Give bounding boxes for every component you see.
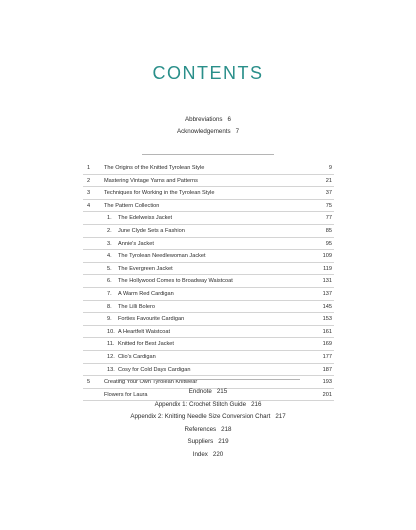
- toc-row: [83, 250, 334, 263]
- toc-number: 8.: [107, 303, 112, 310]
- toc-number: 5.: [107, 265, 112, 272]
- toc-number: 12.: [107, 353, 115, 360]
- toc-page: 75: [325, 202, 332, 209]
- back-matter-item: [0, 386, 416, 399]
- toc-row: [83, 288, 334, 301]
- toc-label: Mastering Vintage Yarns and Patterns: [104, 177, 198, 184]
- toc-page: 169: [322, 341, 332, 348]
- back-matter-item: [0, 411, 416, 424]
- toc-list: [83, 162, 334, 401]
- toc-number: 7.: [107, 290, 112, 297]
- toc-page: 9: [328, 165, 332, 171]
- back-matter-item: [0, 449, 416, 462]
- toc-label: Knitted for Best Jacket: [118, 341, 174, 348]
- entry-label: Suppliers: [187, 438, 214, 446]
- toc-label: Flowers for Laura: [104, 391, 148, 398]
- toc-page: 21: [325, 177, 332, 184]
- toc-page: 37: [325, 190, 332, 197]
- toc-number: 4: [87, 202, 91, 209]
- toc-label: Techniques for Working in the Tyrolean Style: [104, 190, 215, 197]
- toc-number: 2: [87, 177, 91, 184]
- toc-label: Annie's Jacket: [118, 240, 154, 247]
- back-matter-list: [0, 386, 416, 462]
- toc-label: Creating Your Own Tyrolean Knitwear: [104, 379, 198, 386]
- toc-number: 1.: [107, 215, 112, 222]
- toc-row: [83, 200, 334, 213]
- toc-label: June Clyde Sets a Fashion: [118, 227, 185, 234]
- front-matter-list: [0, 114, 416, 138]
- entry-page: 219: [218, 438, 229, 446]
- entry-page: 217: [275, 413, 286, 421]
- back-matter-item: [0, 399, 416, 412]
- entry-page: 216: [251, 400, 262, 408]
- toc-page: 145: [322, 303, 332, 310]
- toc-row: [83, 162, 334, 175]
- toc-page: 137: [322, 290, 332, 297]
- toc-page: 193: [322, 379, 332, 386]
- toc-row: [83, 301, 334, 314]
- entry-label: Index: [192, 450, 208, 458]
- toc-page: 177: [322, 353, 332, 360]
- toc-label: Forties Favourite Cardigan: [118, 316, 185, 323]
- toc-row: [83, 225, 334, 238]
- toc-row: [83, 238, 334, 251]
- toc-row: [83, 275, 334, 288]
- toc-label: A Warm Red Cardigan: [118, 290, 174, 297]
- front-matter-item: [0, 126, 416, 138]
- entry-page: 215: [216, 388, 228, 395]
- toc-number: 4.: [107, 253, 112, 260]
- toc-number: 11.: [107, 341, 115, 348]
- toc-row: [83, 313, 334, 326]
- toc-number: 9.: [107, 316, 112, 323]
- toc-row: [83, 212, 334, 225]
- toc-page: 131: [322, 278, 332, 285]
- entry-page: 7: [235, 128, 240, 135]
- toc-label: The Hollywood Comes to Broadway Waistcoat: [118, 278, 233, 285]
- toc-row: [83, 364, 334, 377]
- toc-page: 95: [325, 240, 332, 247]
- toc-number: 3: [87, 190, 91, 197]
- toc-row: [83, 263, 334, 276]
- toc-page: 119: [323, 265, 332, 272]
- back-matter-item: [0, 424, 416, 437]
- entry-page: 220: [212, 450, 224, 458]
- page-title: CONTENTS: [152, 63, 264, 83]
- toc-number: 13.: [107, 366, 115, 373]
- toc-row: [83, 187, 334, 200]
- toc-number: 2.: [107, 227, 112, 234]
- toc-number: 3.: [107, 240, 112, 247]
- toc-page: 187: [322, 366, 332, 373]
- toc-label: The Edelweiss Jacket: [118, 215, 173, 222]
- toc-label: Clio's Cardigan: [118, 353, 156, 360]
- entry-page: 218: [221, 425, 232, 433]
- toc-page: 161: [322, 328, 332, 335]
- toc-label: The Pattern Collection: [104, 202, 160, 209]
- toc-label: The Lilli Bolero: [118, 303, 155, 310]
- toc-label: The Evergreen Jacket: [118, 265, 173, 272]
- toc-label: The Origins of the Knitted Tyrolean Style: [104, 165, 205, 171]
- toc-number: 1: [87, 165, 91, 171]
- entry-label: Appendix 2: Knitting Needle Size Conversion Chart: [130, 413, 271, 421]
- front-matter-item: [0, 114, 416, 126]
- entry-label: Endnote: [188, 388, 212, 395]
- entry-page: 6: [227, 116, 231, 123]
- divider-bottom: [118, 379, 300, 380]
- toc-row: [83, 326, 334, 339]
- toc-page: 109: [322, 253, 332, 260]
- entry-label: Acknowledgements: [176, 128, 231, 135]
- toc-label: The Tyrolean Needlewoman Jacket: [118, 253, 206, 260]
- toc-row: [83, 351, 334, 364]
- toc-page: 153: [322, 316, 332, 323]
- entry-label: References: [184, 425, 217, 433]
- toc-label: A Heartfelt Waistcoat: [118, 328, 171, 335]
- toc-number: 5: [87, 379, 91, 386]
- toc-row: [83, 175, 334, 188]
- back-matter-item: [0, 436, 416, 449]
- toc-page: 77: [325, 215, 332, 222]
- entry-label: Appendix 1: Crochet Stitch Guide: [154, 400, 247, 408]
- toc-number: 10.: [107, 328, 115, 335]
- toc-label: Cosy for Cold Days Cardigan: [118, 366, 191, 373]
- divider-top: [142, 154, 274, 155]
- toc-number: 6.: [107, 278, 112, 285]
- toc-row: [83, 338, 334, 351]
- toc-page: 85: [325, 227, 332, 234]
- entry-label: Abbreviations: [185, 116, 223, 123]
- toc-page: 201: [322, 391, 332, 398]
